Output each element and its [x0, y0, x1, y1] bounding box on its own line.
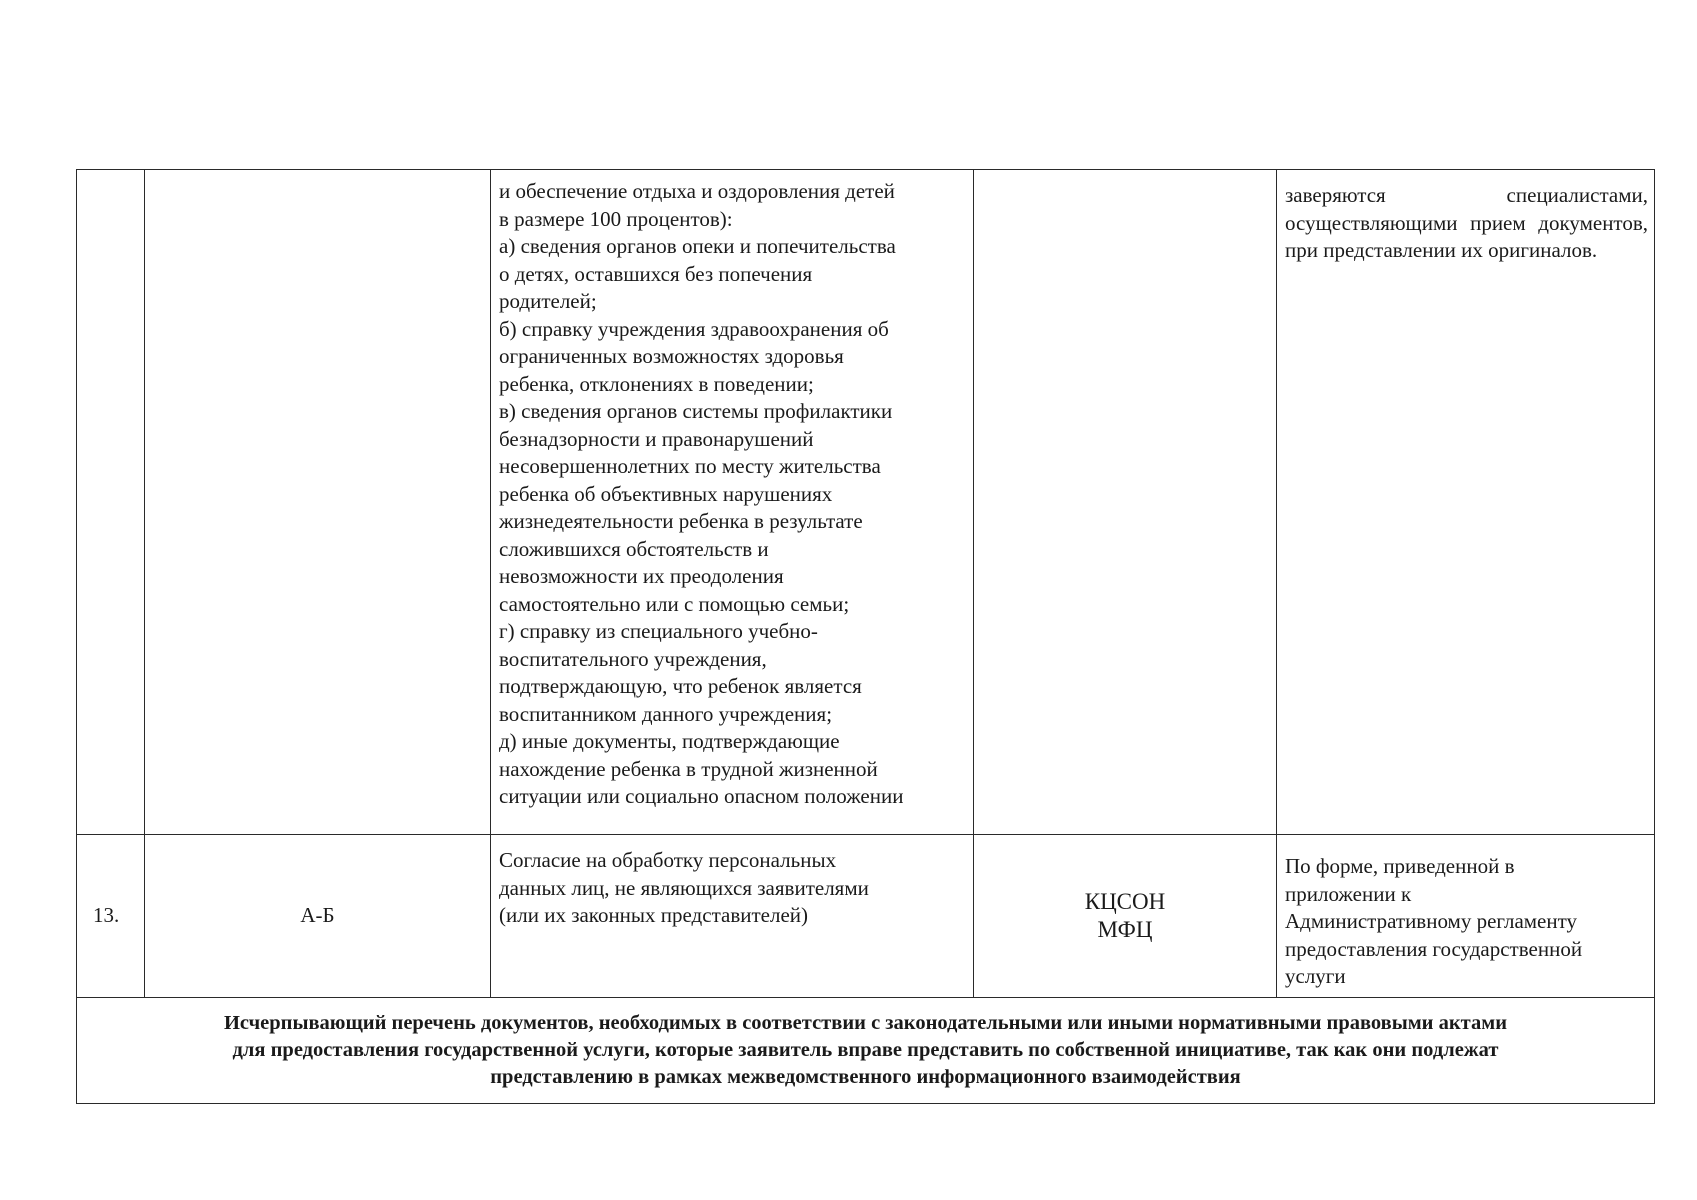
document-description-cell [491, 170, 974, 835]
document-line: ребенка об объективных нарушениях [499, 481, 833, 506]
documents-table [76, 169, 1655, 1104]
document-line: а) сведения органов опеки и попечительства [499, 234, 896, 258]
applicant-category-cell [145, 170, 491, 835]
document-line: безнадзорности и правонарушений [499, 426, 814, 451]
table-row-13 [77, 835, 1655, 998]
document-line: и обеспечение отдыха и оздоровления детей [499, 179, 895, 203]
note-line: предоставления государственной [1285, 936, 1583, 961]
section-header-line: Исчерпывающий перечень документов, необходимых в соответствии с законодательными или иными нормативными правовыми актами [223, 1012, 1508, 1034]
note-line: Административному регламенту [1285, 909, 1578, 933]
document-line: воспитательного учреждения, [499, 646, 767, 671]
document-line: в размере 100 процентов): [499, 206, 733, 231]
issuing-organization-cell [974, 835, 1277, 998]
issuing-organization-cell [974, 170, 1277, 835]
section-header-line: представлению в рамках межведомственного информационного взаимодействия [490, 1066, 1241, 1088]
document-line: жизнедеятельности ребенка в результате [499, 509, 863, 533]
document-line: д) иные документы, подтверждающие [499, 729, 840, 753]
document-description-cell [491, 835, 974, 998]
document-line: Согласие на обработку персональных [499, 848, 837, 872]
document-line: б) справку учреждения здравоохранения об [499, 316, 889, 341]
document-line: невозможности их преодоления [499, 564, 784, 588]
document-line: о детях, оставшихся без попечения [499, 261, 813, 286]
document-line: родителей; [499, 289, 597, 313]
section-header-line: для предоставления государственной услуги, которые заявитель вправе представить по собственной инициативе, так как они подлежат [232, 1039, 1499, 1061]
document-line: самостоятельно или с помощью семьи; [499, 591, 850, 616]
table-row-continuation [77, 170, 1655, 835]
document-line: г) справку из специального учебно- [499, 619, 818, 643]
document-line: (или их законных представителей) [499, 903, 809, 927]
document-line: несовершеннолетних по месту жительства [499, 454, 881, 478]
document-line: ребенка, отклонениях в поведении; [499, 371, 814, 396]
document-line: воспитанником данного учреждения; [499, 701, 833, 726]
section-header-row [77, 997, 1655, 1103]
document-line: ограниченных возможностях здоровья [499, 344, 844, 368]
document-line: в) сведения органов системы профилактики [499, 399, 893, 423]
document-line: нахождение ребенка в трудной жизненной [499, 756, 878, 781]
note-line: услуги [1285, 964, 1346, 988]
organization-name: КЦСОН [1084, 888, 1166, 914]
note-line: По форме, приведенной в [1285, 854, 1515, 878]
applicant-category-cell: А-Б [145, 835, 491, 998]
section-header-cell [77, 997, 1655, 1103]
document-line: подтверждающую, что ребенок является [499, 674, 862, 698]
note-line: приложении к [1285, 881, 1412, 906]
row-number-cell [77, 170, 145, 835]
document-line: ситуации или социально опасном положении [499, 784, 904, 808]
note-cell: заверяются специалистами, осуществляющими прием документов, при представлении их оригиналов. [1277, 170, 1655, 835]
row-number-cell: 13. [77, 835, 145, 998]
organization-name: МФЦ [1097, 916, 1153, 942]
document-line: данных лиц, не являющихся заявителями [499, 875, 869, 900]
note-cell [1277, 835, 1655, 998]
document-line: сложившихся обстоятельств и [499, 536, 769, 561]
